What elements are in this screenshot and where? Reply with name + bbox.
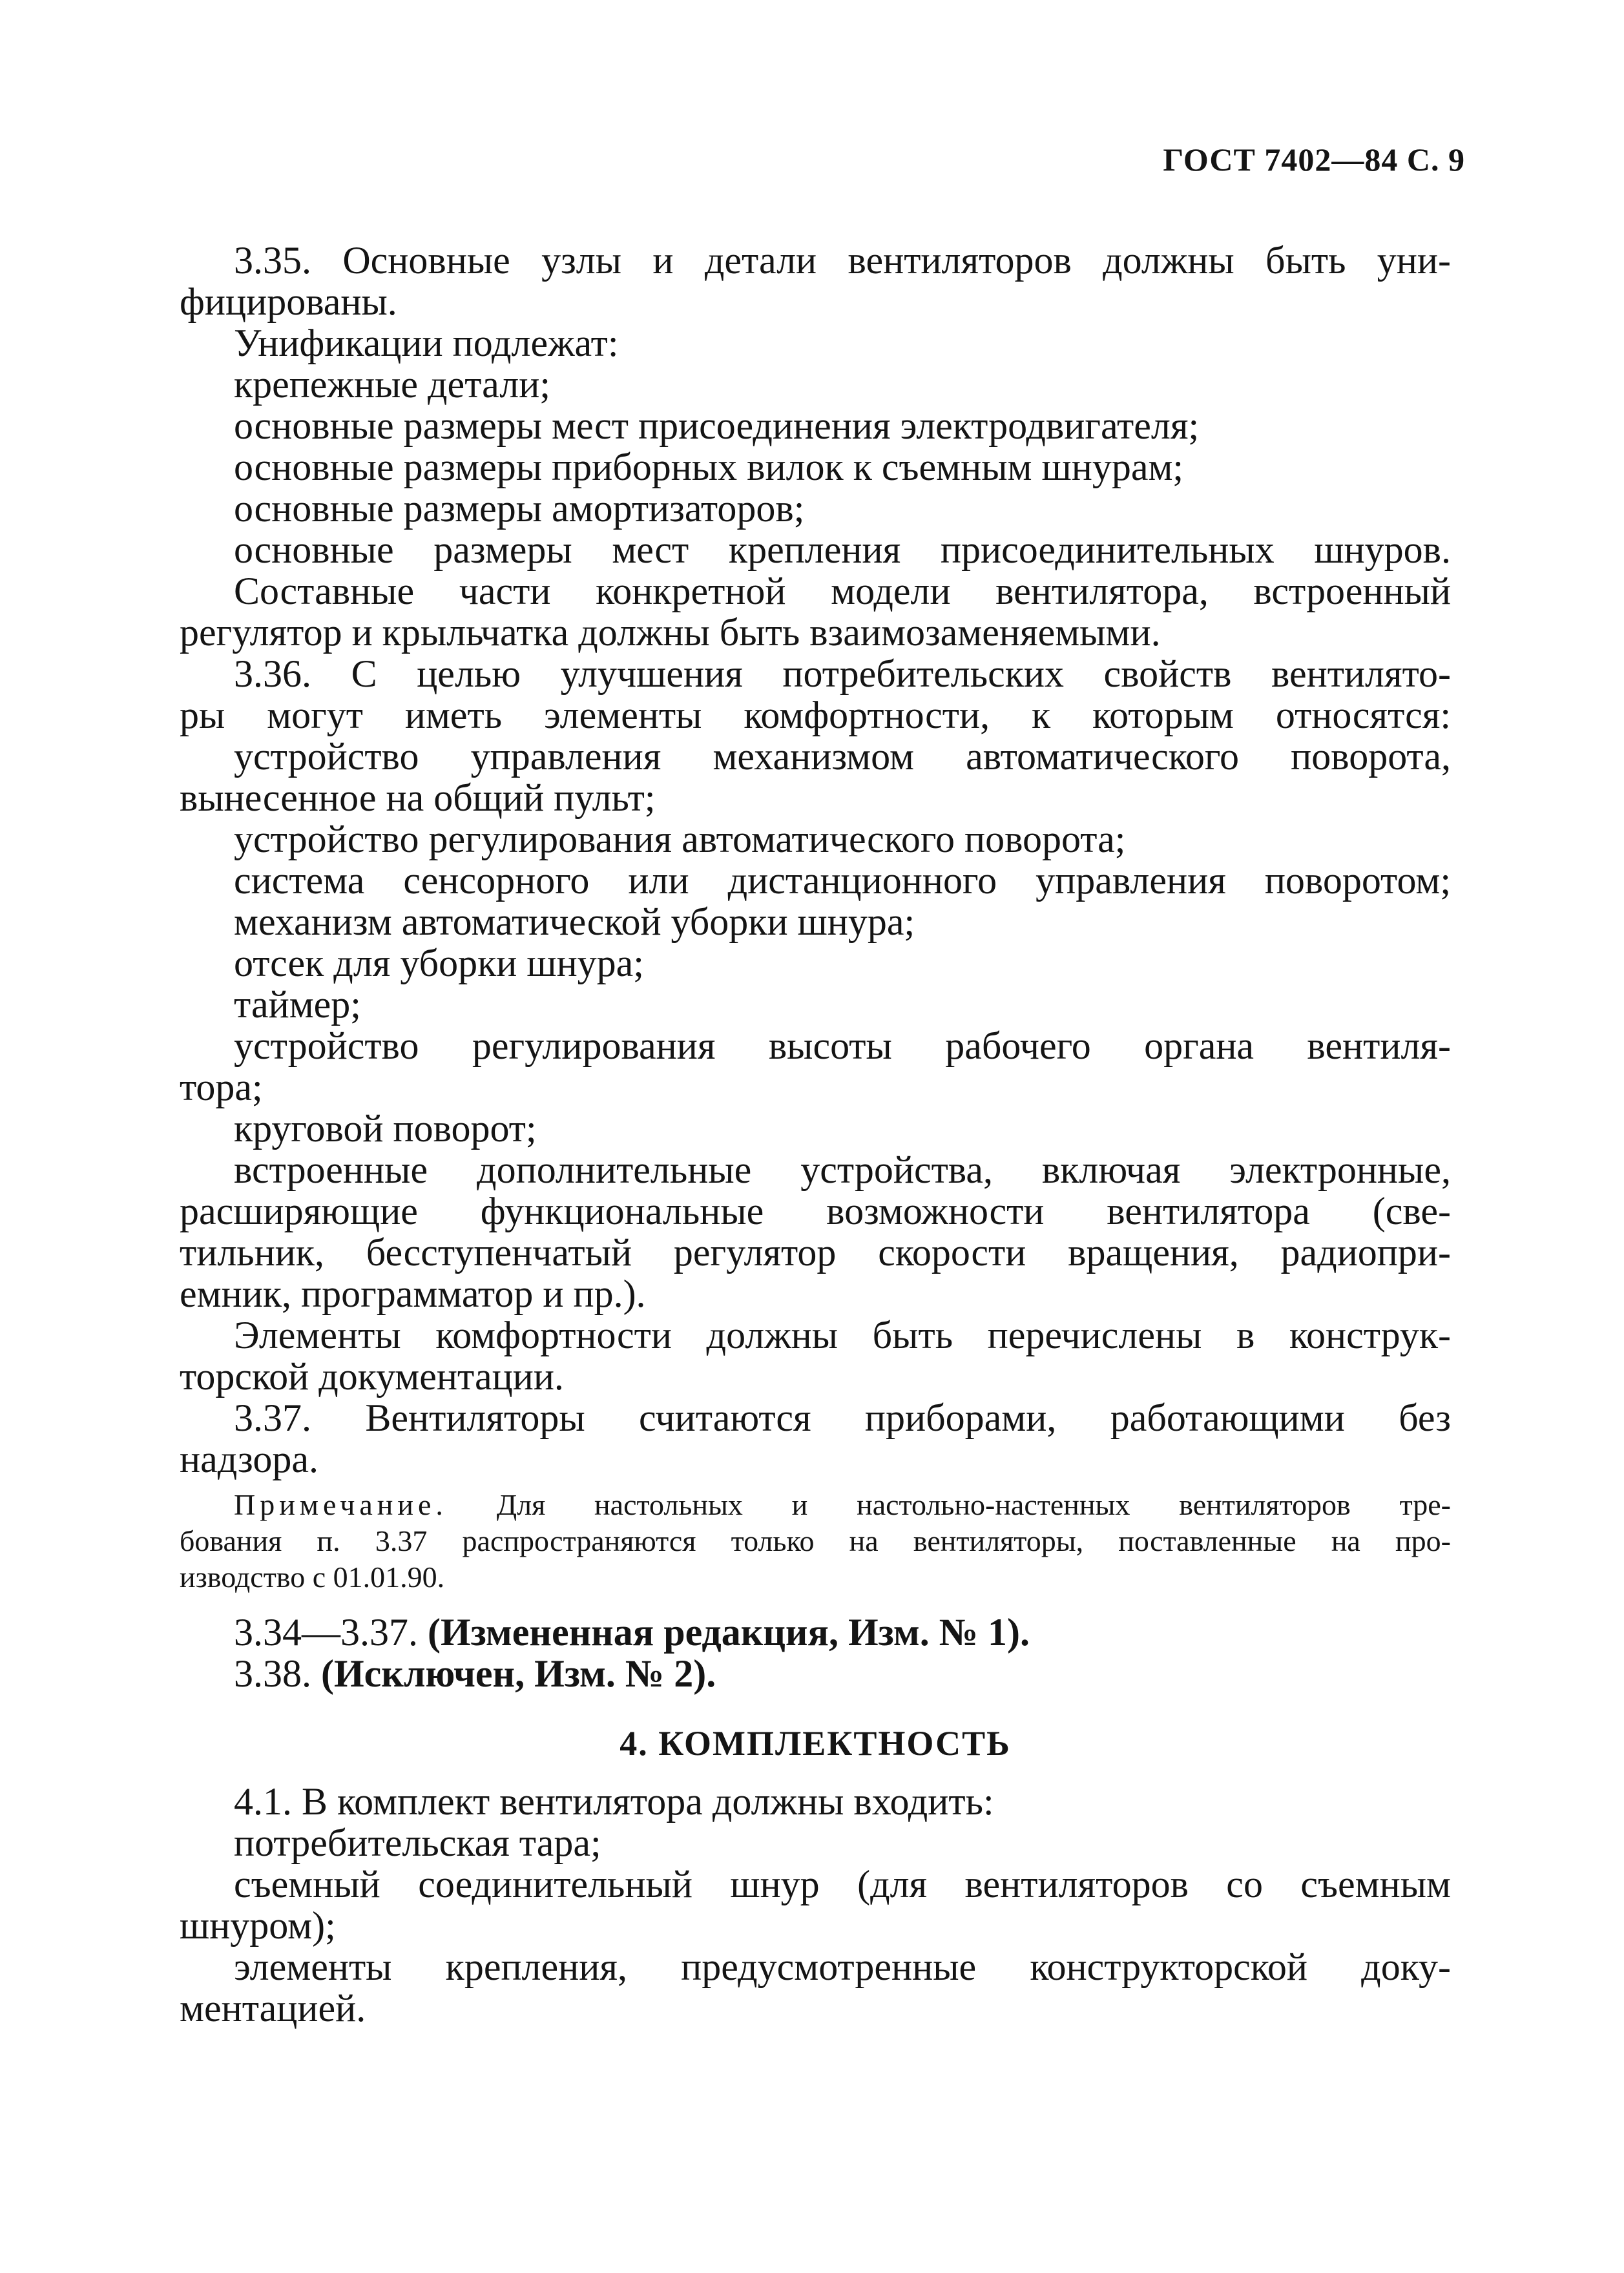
text-line: основные размеры мест присоединения электродвигателя; [234, 404, 1200, 447]
amendment-text: (Исключен, Изм. № 2). [321, 1652, 716, 1695]
text-line: устройство регулирования высоты рабочего органа вентиля- [234, 1024, 1451, 1067]
text-line: основные размеры приборных вилок к съемным шнурам; [234, 446, 1184, 488]
text-line: регулятор и крыльчатка должны быть взаимозаменяемыми. [180, 611, 1161, 654]
text-line: Составные части конкретной модели вентилятора, встроенный [234, 570, 1451, 612]
text-line: 3.37. Вентиляторы считаются приборами, работающими без [234, 1396, 1451, 1439]
text-line: 3.35. Основные узлы и детали вентиляторов должны быть уни- [234, 239, 1451, 282]
text-line: устройство регулирования автоматического поворота; [234, 818, 1126, 860]
text-line: емник, программатор и пр.). [180, 1272, 646, 1315]
text-line: торской документации. [180, 1355, 564, 1398]
amendment-number: 3.38. [234, 1652, 311, 1695]
amendment-text: (Измененная редакция, Изм. № 1). [428, 1611, 1030, 1654]
section-heading: 4. КОМПЛЕКТНОСТЬ [619, 1724, 1011, 1763]
text-line: 3.36. С целью улучшения потребительских свойств вентилято- [234, 652, 1451, 695]
text-line: тора; [180, 1066, 263, 1108]
text-line: надзора. [180, 1438, 318, 1480]
text-line: расширяющие функциональные возможности вентилятора (све- [180, 1190, 1451, 1232]
amendment-line [234, 1651, 1451, 1696]
text-line: шнуром); [180, 1904, 336, 1947]
note-text: Для настольных и настольно-настенных вентиляторов тре- [496, 1488, 1451, 1521]
text-line: крепежные детали; [234, 363, 551, 406]
text-line: тильник, бесступенчатый регулятор скорости вращения, радиопри- [180, 1231, 1451, 1274]
text-line: устройство управления механизмом автоматического поворота, [234, 735, 1451, 778]
text-line: основные размеры мест крепления присоединительных шнуров. [234, 528, 1451, 571]
amendment-line [234, 1610, 1451, 1655]
text-line: фицированы. [180, 280, 397, 323]
text-line: ментацией. [180, 1987, 366, 2029]
text-line: механизм автоматической уборки шнура; [234, 900, 915, 943]
text-line: ры могут иметь элементы комфортности, к которым относятся: [180, 694, 1451, 736]
note-label: Примечание. [234, 1488, 448, 1521]
amendment-number: 3.34—3.37. [234, 1611, 418, 1654]
text-line: 4.1. В комплект вентилятора должны входить: [234, 1780, 994, 1823]
text-line: вынесенное на общий пульт; [180, 776, 656, 819]
text-line: Элементы комфортности должны быть перечислены в конструк- [234, 1314, 1451, 1356]
text-line: отсек для уборки шнура; [234, 942, 644, 984]
text-line: элементы крепления, предусмотренные конструкторской доку- [234, 1946, 1451, 1988]
text-line: основные размеры амортизаторов; [234, 487, 805, 530]
text-line: съемный соединительный шнур (для вентиляторов со съемным [234, 1863, 1451, 1905]
text-line: система сенсорного или дистанционного управления поворотом; [234, 859, 1451, 902]
text-line: Унификации подлежат: [234, 322, 619, 364]
note-line: изводство с 01.01.90. [180, 1561, 445, 1593]
text-line: потребительская тара; [234, 1822, 601, 1864]
note-line [234, 1487, 1451, 1523]
page-header: ГОСТ 7402—84 С. 9 [1163, 141, 1465, 178]
text-line: таймер; [234, 983, 361, 1026]
text-line: круговой поворот; [234, 1107, 537, 1150]
note-line: бования п. 3.37 распространяются только на вентиляторы, поставленные на про- [180, 1524, 1451, 1557]
text-line: встроенные дополнительные устройства, включая электронные, [234, 1148, 1451, 1191]
